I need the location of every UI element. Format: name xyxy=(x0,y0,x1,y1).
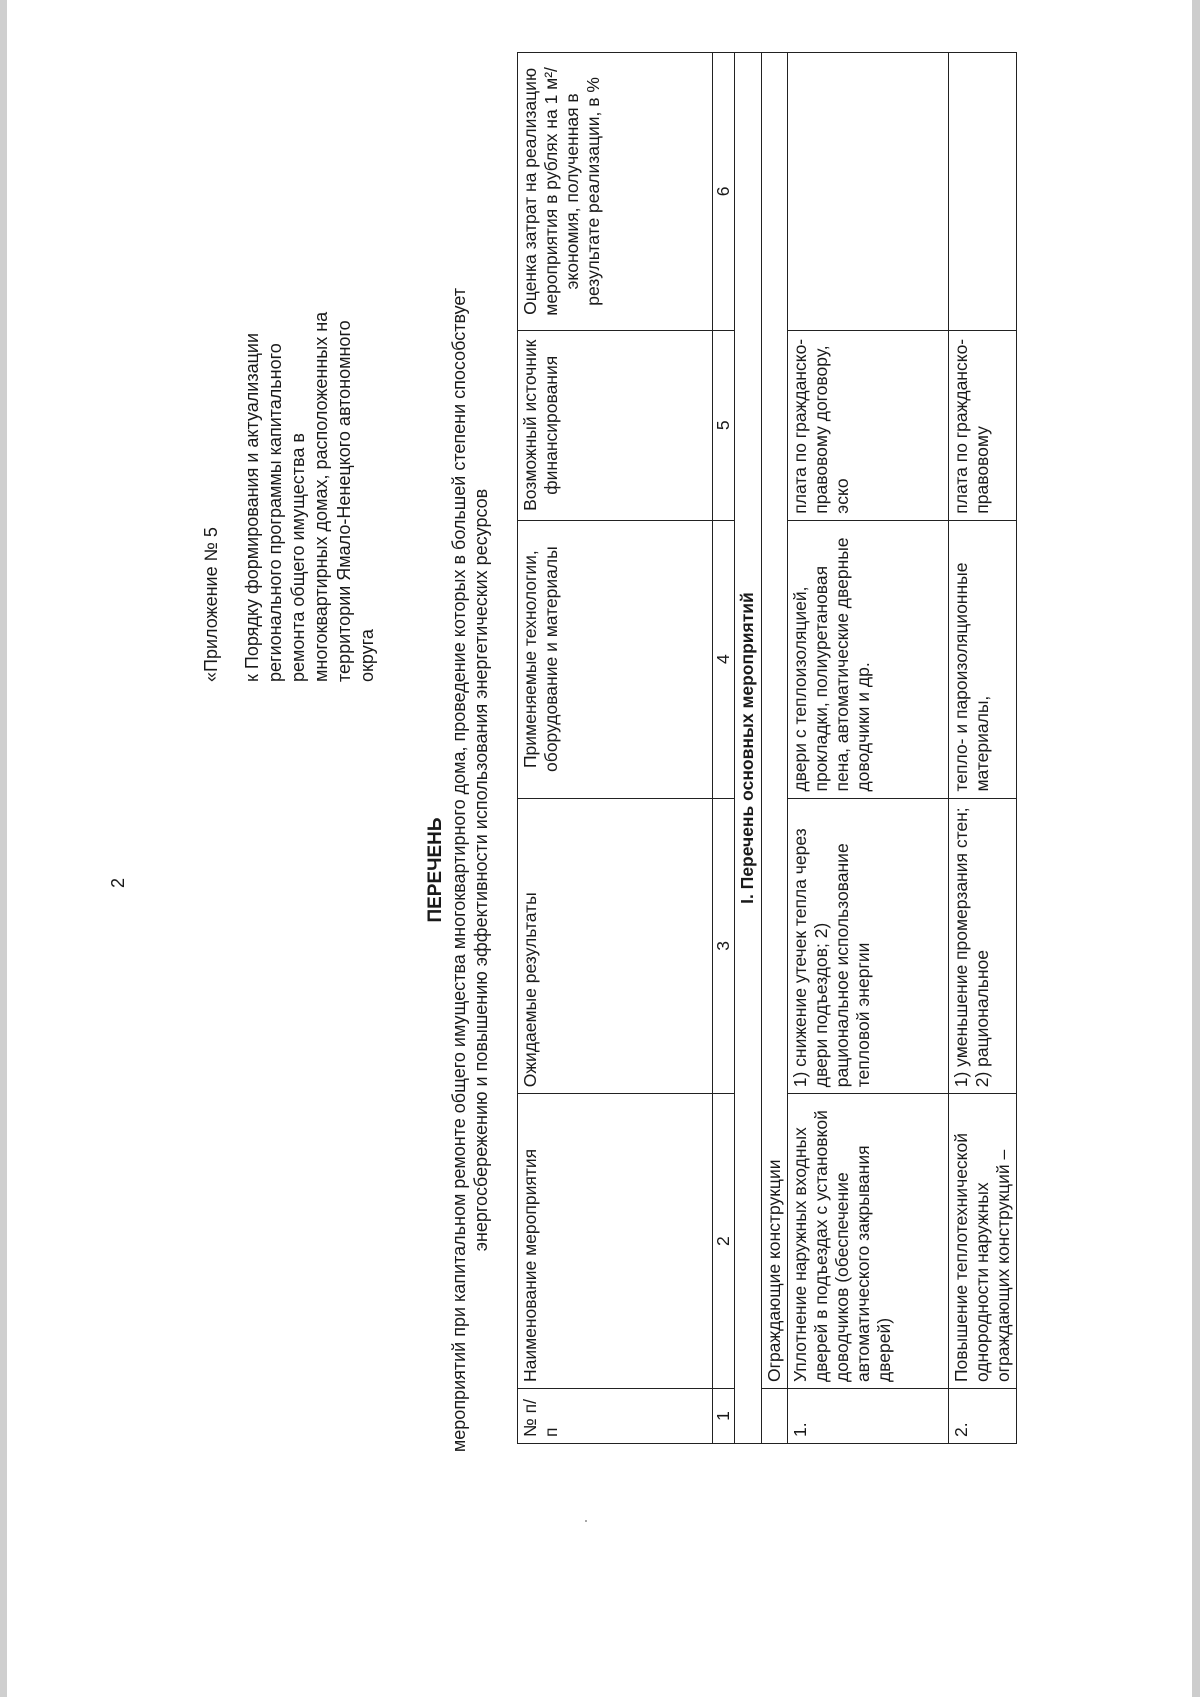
funding-source: плата по гражданско-правовому договору, эско xyxy=(788,330,949,520)
appendix-block xyxy=(200,302,379,682)
column-number: 2 xyxy=(713,1094,735,1389)
column-number: 5 xyxy=(713,330,735,520)
appendix-title: «Приложение № 5 xyxy=(201,527,221,682)
appendix-body: к Порядку формирования и актуализации регионального программы капитального ремонта общего имущества в многоквартирных домах, расположенных на территории Ямало-Ненецкого автономного округа xyxy=(242,311,377,682)
section-title: I. Перечень основных мероприятий xyxy=(735,53,762,1444)
scan-mark: · xyxy=(583,1510,589,1530)
cost-estimate xyxy=(788,53,949,331)
header-cell: Возможный источник финансирования xyxy=(518,330,713,520)
scan-right-edge xyxy=(1192,0,1200,1697)
rotated-page xyxy=(0,67,1100,1620)
header-cell: Наименование мероприятия xyxy=(518,1094,713,1389)
header-cell: Применяемые технологии, оборудование и материалы xyxy=(518,520,713,798)
page-number: 2 xyxy=(108,877,128,888)
expected-results: 1) снижение утечек тепла через двери подъездов; 2) рациональное использование тепловой энергии xyxy=(788,798,949,1094)
measure-name: Уплотнение наружных входных дверей в подъездах с установкой доводчиков (обеспечение автоматического закрывания дверей) xyxy=(788,1094,949,1389)
group-row xyxy=(762,53,788,1444)
funding-source: плата по гражданско-правовому xyxy=(949,330,1017,520)
row-number: 1. xyxy=(788,1389,949,1444)
expected-results: 1) уменьшение промерзания стен; 2) рациональное xyxy=(949,798,1017,1094)
technologies: двери с теплоизоляцией, прокладки, полиуретановая пена, автоматические дверные доводчики и др. xyxy=(788,520,949,798)
cost-estimate xyxy=(949,53,1017,331)
header-cell: Ожидаемые результаты xyxy=(518,798,713,1094)
measure-name: Повышение теплотехнической однородности наружных ограждающих конструкций – xyxy=(949,1094,1017,1389)
document-subtitle: мероприятий при капитальном ремонте общего имущества многоквартирного дома, проведение которых в большей степени способствует энергосбережению и повышению эффективности использования энергетических ресурсов xyxy=(449,287,491,1453)
column-number: 4 xyxy=(713,520,735,798)
measures-table xyxy=(517,52,1017,1444)
table-row xyxy=(949,53,1017,1444)
table-header-row xyxy=(518,53,713,1444)
column-number-row xyxy=(713,53,735,1444)
column-number: 1 xyxy=(713,1389,735,1444)
group-title: Ограждающие конструкции xyxy=(762,53,788,1389)
technologies: тепло- и пароизоляционные материалы, xyxy=(949,520,1017,798)
group-spacer xyxy=(762,1389,788,1444)
header-cell: № п/п xyxy=(518,1389,713,1444)
section-row xyxy=(735,53,762,1444)
column-number: 6 xyxy=(713,53,735,331)
column-number: 3 xyxy=(713,798,735,1094)
row-number: 2. xyxy=(949,1389,1017,1444)
header-cell: Оценка затрат на реализацию мероприятия в рублях на 1 м²/ экономия, полученная в результате реализации, в % xyxy=(518,53,713,331)
table-row xyxy=(788,53,949,1444)
document-title: ПЕРЕЧЕНЬ xyxy=(425,817,446,923)
